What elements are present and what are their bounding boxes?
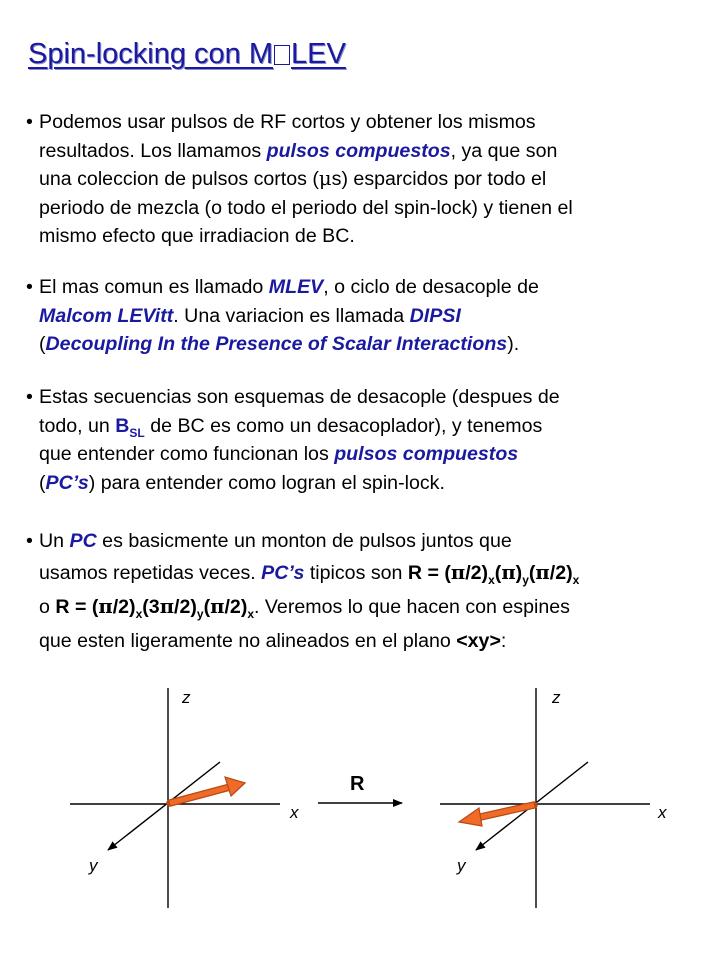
p3-line4-a: (: [39, 471, 46, 494]
p1-line2-c: , ya que son: [450, 139, 558, 162]
formula-r1: $R = (\pi/2)_x(\pi)_y(\pi/2)_x$: [407, 560, 580, 587]
operator-r-label: R: [350, 773, 365, 795]
left-spin-arrow: [170, 777, 245, 803]
p4-line2-c: tipicos son: [304, 561, 408, 584]
p1-line4: periodo de mezcla (o todo el periodo del spin-lock) y tienen el: [39, 196, 573, 219]
term-b-subscript: SL: [129, 425, 145, 440]
p3-line2-c: de BC es como un desacoplador), y tenemos: [144, 414, 543, 437]
formula-r2: $R = (\pi/2)_x(3\pi/2)_y(\pi/2)_x$: [55, 594, 255, 621]
p1-line5: mismo efecto que irradiacion de BC.: [39, 225, 355, 247]
p1-line3-a: una coleccion de pulsos cortos (: [39, 168, 319, 190]
term-pulsos-compuestos-2: pulsos compuestos: [334, 443, 519, 465]
right-z-label: z: [552, 688, 561, 707]
p4-line3-a: o: [39, 595, 56, 618]
right-axes: [440, 688, 667, 908]
right-x-label: x: [658, 803, 667, 822]
p3-line4-c: ) para entender como logran el spin-lock.: [88, 471, 445, 494]
p1-line1: Podemos usar pulsos de RF cortos y obtener los mismos: [39, 111, 536, 133]
p2-line2-b: . Una variacion es llamada: [173, 304, 410, 327]
term-malcom-levitt: Malcom LEVitt: [39, 304, 174, 327]
term-dipsi-expansion: Decoupling In the Presence of Scalar Interactions: [45, 333, 508, 355]
bullet: •: [26, 111, 33, 133]
mu-symbol: μ: [318, 167, 332, 190]
p4-line1-a: Un: [39, 530, 70, 552]
p2-line1-a: El mas comun es llamado: [39, 276, 269, 298]
term-pcs: PC’s: [45, 471, 89, 494]
p4-line2-a: usamos repetidas veces.: [39, 561, 262, 584]
p3-line3-a: que entender como funcionan los: [39, 443, 335, 465]
left-z-label: z: [182, 688, 191, 707]
term-dipsi: DIPSI: [409, 304, 461, 327]
bullet: •: [26, 276, 33, 298]
p1-line2-a: resultados. Los llamamos: [39, 139, 267, 162]
p1-line3-b: s) esparcidos por todo el: [331, 168, 547, 190]
left-axes: [70, 688, 299, 908]
left-y-label: y: [89, 856, 98, 875]
term-mlev: MLEV: [268, 276, 324, 298]
right-spin-arrow: [459, 805, 534, 826]
p2-line1-c: , o ciclo de desacople de: [323, 276, 539, 298]
p4-line3-b: . Veremos lo que hacen con espines: [254, 595, 570, 618]
p2-line3-a: (: [39, 333, 46, 355]
term-b: B: [115, 414, 130, 437]
right-y-label: y: [457, 856, 466, 875]
p2-line3-c: ).: [507, 333, 520, 355]
left-x-label: x: [290, 803, 299, 822]
title-prefix: Spin-locking con M: [28, 38, 273, 70]
p4-line1-c: es basicmente un monton de pulsos juntos que: [96, 530, 512, 552]
term-xy-plane: <xy>: [456, 629, 501, 652]
term-pc: PC: [69, 530, 97, 552]
bullet: •: [26, 530, 33, 552]
p3-line1: Estas secuencias son esquemas de desacople (despues de: [39, 386, 560, 408]
p3-line2-a: todo, un: [39, 414, 116, 437]
bullet: •: [26, 386, 33, 408]
p4-line4-c: :: [500, 629, 507, 652]
left-y-axis: [108, 762, 220, 850]
term-pcs-2: PC’s: [261, 561, 305, 584]
title-suffix: LEV: [291, 38, 346, 70]
p4-line4-a: que esten ligeramente no alineados en el plano: [39, 629, 457, 652]
term-pulsos-compuestos: pulsos compuestos: [266, 139, 451, 162]
